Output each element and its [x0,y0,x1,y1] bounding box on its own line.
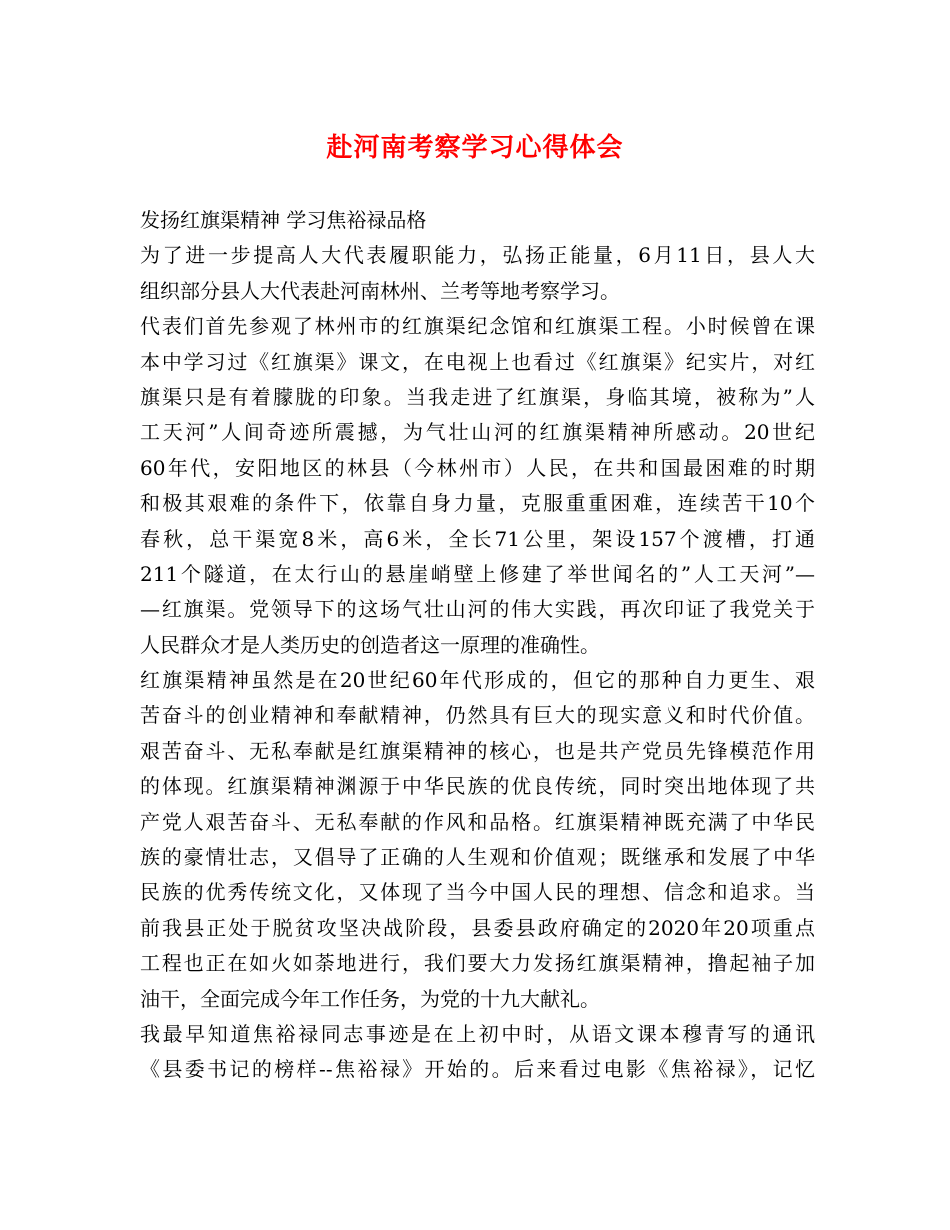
document-title: 赴河南考察学习心得体会 [326,133,624,163]
text-line: 《县委书记的榜样--焦裕禄》开始的。后来看过电影《焦裕禄》，记忆 [140,1057,815,1082]
text-line: 组织部分县人大代表赴河南林州、兰考等地考察学习。 [140,278,620,303]
text-line: 苦奋斗的创业精神和奉献精神，仍然具有巨大的现实意义和时代价值。 [140,703,815,728]
text-line: 和极其艰难的条件下，依靠自身力量，克服重重困难，连续苦干10个 [140,491,815,516]
text-line: 民族的优秀传统文化，又体现了当今中国人民的理想、信念和追求。当 [140,880,815,905]
text-line: 本中学习过《红旗渠》课文，在电视上也看过《红旗渠》纪实片，对红 [140,349,815,374]
text-line: 发扬红旗渠精神 学习焦裕禄品格 [140,208,427,232]
document-body [140,203,815,1088]
text-line: 工程也正在如火如荼地进行，我们要大力发扬红旗渠精神，撸起袖子加 [140,951,815,976]
text-line: 艰苦奋斗、无私奉献是红旗渠精神的核心，也是共产党员先锋模范作用 [140,738,815,763]
text-line: 春秋，总干渠宽8米，高6米，全长71公里，架设157个渡槽，打通 [140,526,815,551]
text-line: 前我县正处于脱贫攻坚决战阶段，县委县政府确定的2020年20项重点 [140,915,815,940]
text-line: 为了进一步提高人大代表履职能力，弘扬正能量，6月11日，县人大 [140,243,815,268]
text-line: 族的豪情壮志，又倡导了正确的人生观和价值观；既继承和发展了中华 [140,845,815,870]
text-line: 油干，全面完成今年工作任务，为党的十九大献礼。 [140,986,600,1011]
text-line: 红旗渠精神虽然是在20世纪60年代形成的，但它的那种自力更生、艰 [140,668,815,693]
text-line: —红旗渠。党领导下的这场气壮山河的伟大实践，再次印证了我党关于 [140,597,815,622]
text-line: 60年代，安阳地区的林县（今林州市）人民，在共和国最困难的时期 [140,455,815,480]
text-line: 211个隧道，在太行山的悬崖峭壁上修建了举世闻名的”人工天河”— [140,561,815,586]
text-line: 旗渠只是有着朦胧的印象。当我走进了红旗渠，身临其境，被称为”人 [140,384,815,409]
text-line: 的体现。红旗渠精神渊源于中华民族的优良传统，同时突出地体现了共 [140,774,815,799]
text-line: 人民群众才是人类历史的创造者这一原理的准确性。 [140,632,600,657]
text-line: 代表们首先参观了林州市的红旗渠纪念馆和红旗渠工程。小时候曾在课 [140,314,815,339]
text-line: 我最早知道焦裕禄同志事迹是在上初中时，从语文课本穆青写的通讯 [140,1021,815,1046]
text-line: 产党人艰苦奋斗、无私奉献的作风和品格。红旗渠精神既充满了中华民 [140,809,815,834]
text-line: 工天河”人间奇迹所震撼，为气壮山河的红旗渠精神所感动。20世纪 [140,420,815,445]
